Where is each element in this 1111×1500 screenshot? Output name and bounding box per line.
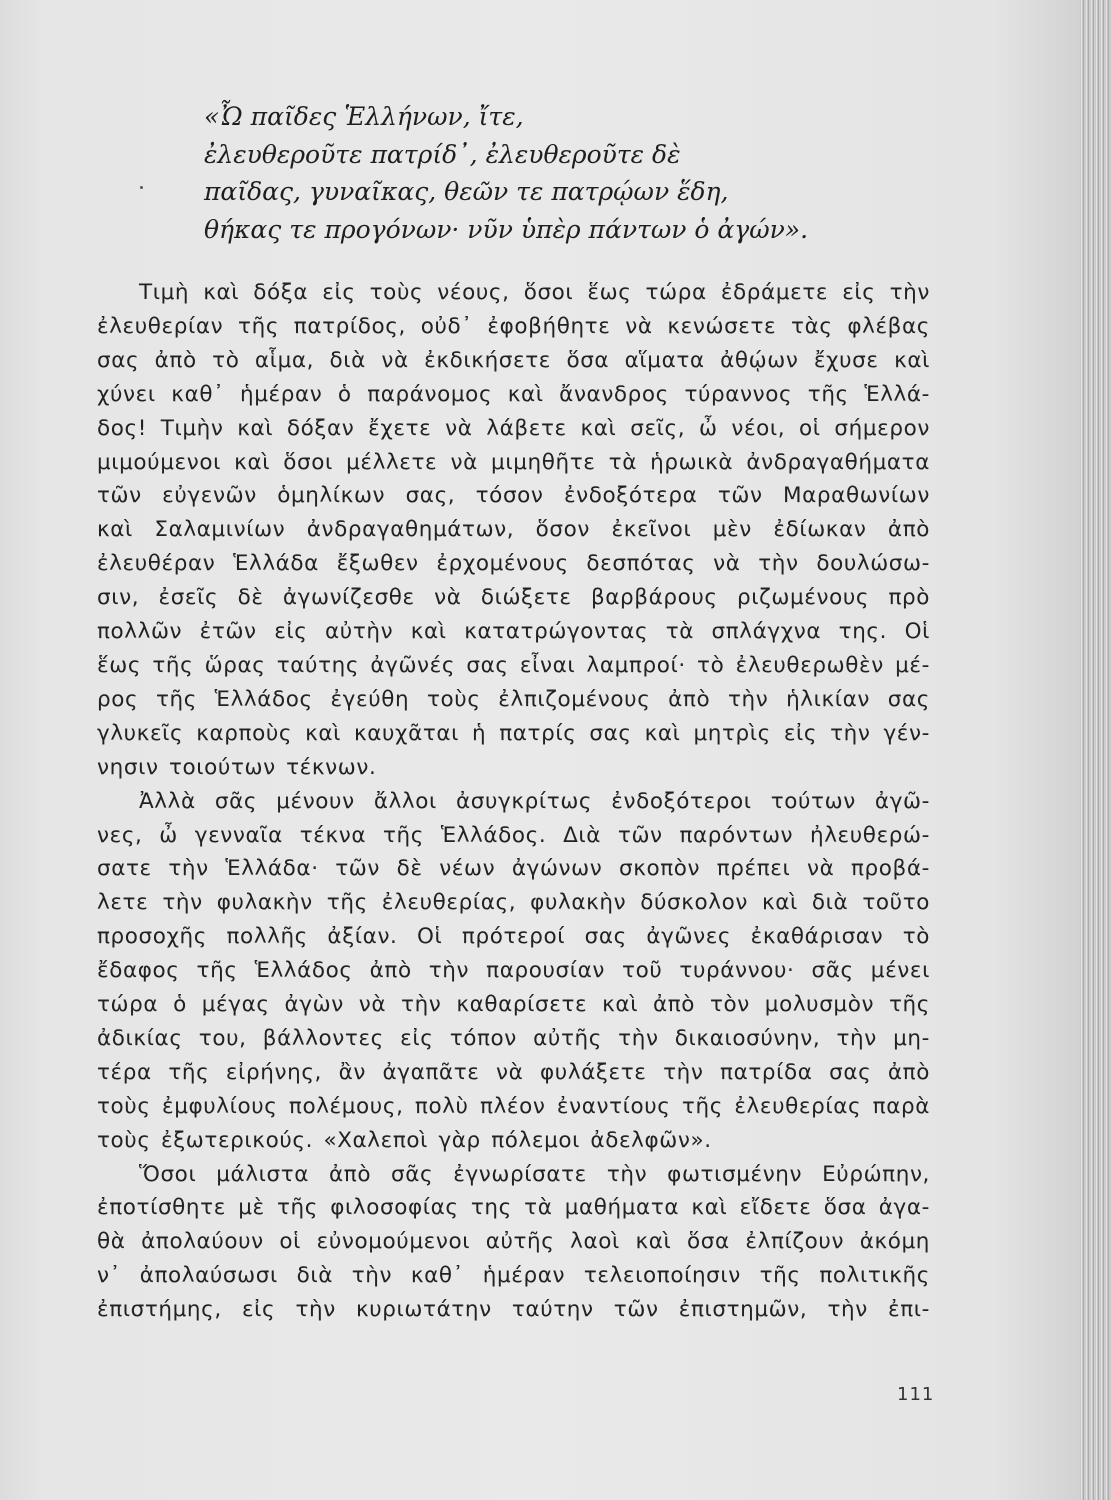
text-line: Ὅσοι μάλιστα ἀπὸ σᾶς ἐγνωρίσατε τὴν φωτισμένην Εὐρώπην, [139,1161,930,1187]
body-text [97,276,930,1327]
text-line: ἐλευθερίαν τῆς πατρίδος, οὐδ᾽ ἐφοβήθητε νὰ κενώσετε τὰς φλέβας [97,313,930,339]
text-line: τοὺς ἐξωτερικούς. «Χαλεποὶ γὰρ πόλεμοι ἀδελφῶν». [97,1127,712,1153]
text-line: τῶν εὐγενῶν ὁμηλίκων σας, τόσον ἐνδοξότερα τῶν Μαραθωνίων [97,483,930,509]
quote-line: ἐλευθεροῦτε πατρίδ᾽, ἐλευθεροῦτε δὲ [204,139,681,169]
text-line: δος! Τιμὴν καὶ δόξαν ἔχετε νὰ λάβετε καὶ σεῖς, ὦ νέοι, οἱ σήμερον [97,415,930,441]
text-line: προσοχῆς πολλῆς ἀξίαν. Οἱ πρότεροί σας ἀγῶνες ἐκαθάρισαν τὸ [97,924,930,950]
text-line: γλυκεῖς καρποὺς καὶ καυχᾶται ἡ πατρίς σας καὶ μητρὶς εἰς τὴν γέν- [97,720,930,746]
text-line: χύνει καθ᾽ ἡμέραν ὁ παράνομος καὶ ἄνανδρος τύραννος τῆς Ἑλλά- [97,381,930,407]
text-line: σας ἀπὸ τὸ αἷμα, διὰ νὰ ἐκδικήσετε ὅσα αἵματα ἀθῴων ἔχυσε καὶ [97,347,930,373]
text-line: νησιν τοιούτων τέκνων. [97,754,377,780]
text-line: πολλῶν ἐτῶν εἰς αὐτὴν καὶ κατατρώγοντας τὰ σπλάγχνα της. Οἱ [97,619,930,645]
page-number: 111 [897,1384,935,1405]
text-line: θὰ ἀπολαύουν οἱ εὐνομούμενοι αὐτῆς λαοὶ καὶ ὅσα ἐλπίζουν ἀκόμη [97,1229,930,1255]
epigraph-quote [204,98,904,248]
text-line: ἐποτίσθητε μὲ τῆς φιλοσοφίας της τὰ μαθήματα καὶ εἴδετε ὅσα ἀγα- [97,1195,930,1221]
page-stack-edge [1080,0,1111,1500]
text-line: Τιμὴ καὶ δόξα εἰς τοὺς νέους, ὅσοι ἕως τώρα ἐδράμετε εἰς τὴν [139,280,930,305]
text-line: ἕως τῆς ὥρας ταύτης ἀγῶνές σας εἶναι λαμπροί· τὸ ἐλευθερωθὲν μέ- [97,652,930,678]
ink-speck [140,186,143,189]
text-line: μιμούμενοι καὶ ὅσοι μέλλετε νὰ μιμηθῆτε τὰ ἡρωικὰ ἀνδραγαθήματα [97,449,930,475]
quote-line: θήκας τε προγόνων· νῦν ὑπὲρ πάντων ὁ ἀγών». [204,214,809,244]
text-line: ἔδαφος τῆς Ἑλλάδος ἀπὸ τὴν παρουσίαν τοῦ τυράννου· σᾶς μένει [97,958,930,984]
text-line: ἐλευθέραν Ἑλλάδα ἔξωθεν ἐρχομένους δεσπότας νὰ τὴν δουλώσω- [97,551,930,577]
text-line: σιν, ἐσεῖς δὲ ἀγωνίζεσθε νὰ διώξετε βαρβάρους ριζωμένους πρὸ [97,585,930,611]
text-line: τέρα τῆς εἰρήνης, ἂν ἀγαπᾶτε νὰ φυλάξετε τὴν πατρίδα σας ἀπὸ [97,1059,930,1085]
quote-line: παῖδας, γυναῖκας, θεῶν τε πατρῴων ἕδη, [204,177,729,206]
text-line: ἐπιστήμης, εἰς τὴν κυριωτάτην ταύτην τῶν ἐπιστημῶν, τὴν ἐπι- [97,1297,930,1323]
paragraph-3 [97,1158,930,1328]
text-line: τοὺς ἐμφυλίους πολέμους, πολὺ πλέον ἐναντίους τῆς ἐλευθερίας παρὰ [97,1093,930,1119]
text-line: ν᾽ ἀπολαύσωσι διὰ τὴν καθ᾽ ἡμέραν τελειοποίησιν τῆς πολιτικῆς [97,1263,930,1289]
text-line: ἀδικίας του, βάλλοντες εἰς τόπον αὐτῆς τὴν δικαιοσύνην, τὴν μη- [97,1025,930,1051]
text-line: Ἀλλὰ σᾶς μένουν ἄλλοι ἀσυγκρίτως ἐνδοξότεροι τούτων ἀγῶ- [139,788,930,814]
text-line: καὶ Σαλαμινίων ἀνδραγαθημάτων, ὅσον ἐκεῖνοι μὲν ἐδίωκαν ἀπὸ [97,517,930,543]
paragraph-2 [97,785,930,1158]
text-line: σατε τὴν Ἑλλάδα· τῶν δὲ νέων ἀγώνων σκοπὸν πρέπει νὰ προβά- [97,856,930,882]
text-line: τώρα ὁ μέγας ἀγὼν νὰ τὴν καθαρίσετε καὶ ἀπὸ τὸν μολυσμὸν τῆς [97,992,930,1018]
quote-line: «Ὦ παῖδες Ἑλλήνων, ἴτε, [204,102,524,131]
text-line: λετε τὴν φυλακὴν τῆς ἐλευθερίας, φυλακὴν δύσκολον καὶ διὰ τοῦτο [97,890,930,916]
paragraph-1 [97,276,930,785]
text-line: νες, ὦ γενναῖα τέκνα τῆς Ἑλλάδος. Διὰ τῶν παρόντων ἠλευθερώ- [97,822,930,848]
text-line: ρος τῆς Ἑλλάδος ἐγεύθη τοὺς ἐλπιζομένους ἀπὸ τὴν ἡλικίαν σας [97,686,930,712]
